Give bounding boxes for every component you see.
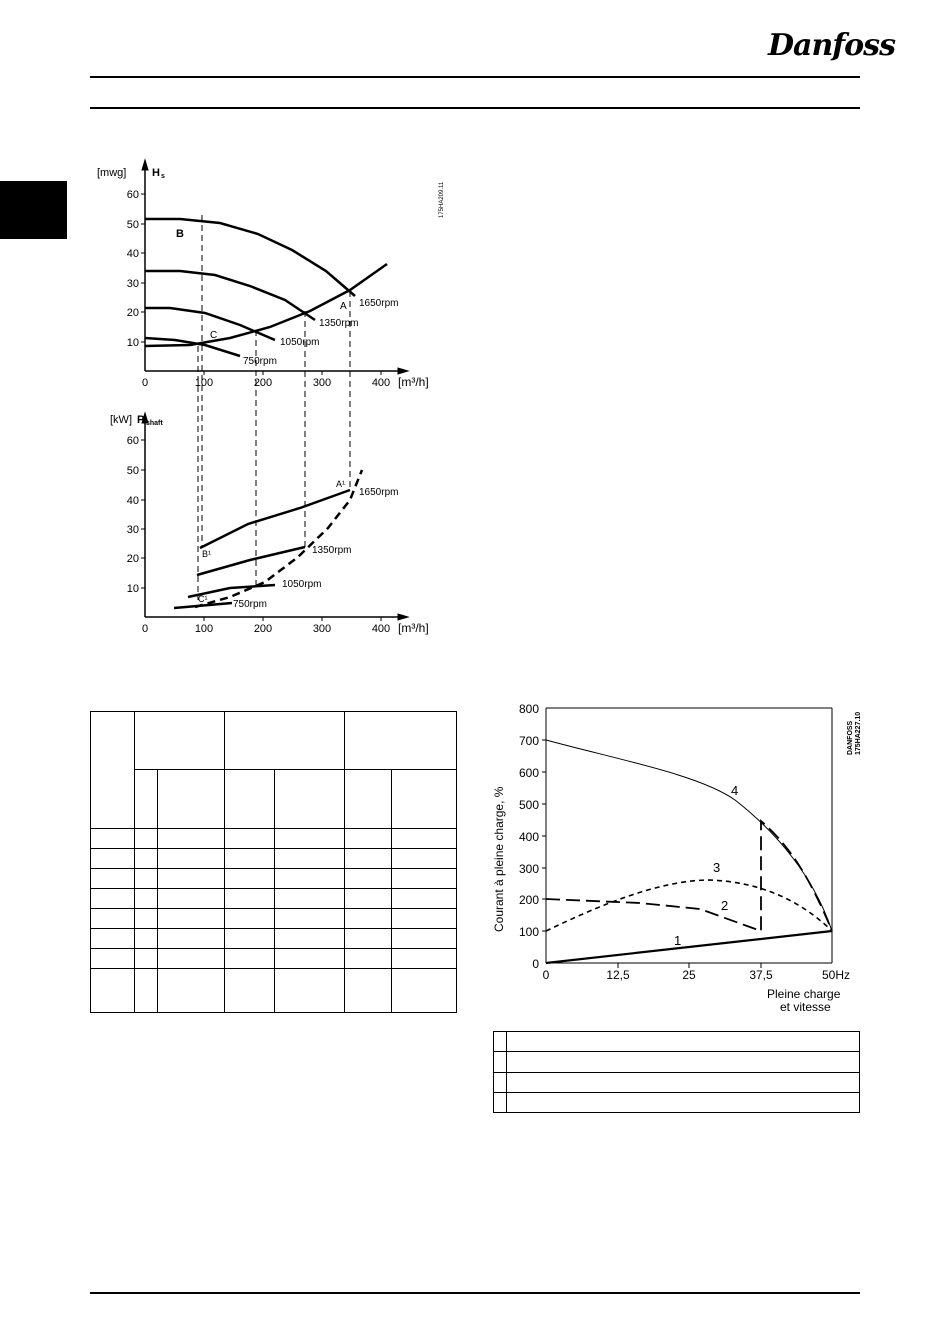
head-y-tick: 40 bbox=[126, 248, 139, 260]
table-row bbox=[91, 929, 457, 949]
point-a: A bbox=[340, 301, 347, 312]
current-doc-id: 175HA227.10 bbox=[855, 711, 862, 755]
speed-label: 750rpm bbox=[243, 356, 277, 367]
head-y-tick: 20 bbox=[126, 307, 139, 319]
speed-label: 1050rpm bbox=[282, 579, 322, 590]
head-x-tick: 100 bbox=[194, 377, 214, 389]
head-y-tick: 50 bbox=[126, 219, 139, 231]
current-x-label: et vitesse bbox=[780, 1000, 831, 1014]
power-chart-labels bbox=[110, 414, 429, 635]
power-x-unit: [m³/h] bbox=[398, 621, 429, 635]
spec-table bbox=[90, 711, 457, 1013]
current-x-tick: 50Hz bbox=[821, 968, 851, 982]
table-row bbox=[91, 969, 457, 1013]
point-c: C bbox=[210, 330, 218, 341]
power-y-tick: 30 bbox=[126, 524, 139, 536]
current-x-tick: 12,5 bbox=[606, 968, 630, 982]
power-y-tick: 60 bbox=[126, 435, 139, 447]
table-row bbox=[91, 889, 457, 909]
current-doc-id: DANFOSS bbox=[847, 720, 854, 755]
current-y-tick: 600 bbox=[518, 766, 539, 780]
power-y-tick: 40 bbox=[126, 495, 139, 507]
current-x-label: Pleine charge bbox=[767, 987, 841, 1001]
current-x-tick: 0 bbox=[542, 968, 550, 982]
head-y-symbol: H bbox=[152, 167, 160, 179]
point-c1: C¹ bbox=[198, 594, 208, 604]
table-row bbox=[494, 1052, 860, 1072]
head-y-tick: 60 bbox=[126, 189, 139, 201]
head-x-unit: [m³/h] bbox=[398, 375, 429, 389]
table-row bbox=[91, 909, 457, 929]
head-chart-labels bbox=[97, 167, 445, 389]
table-row bbox=[91, 849, 457, 869]
current-y-tick: 800 bbox=[518, 702, 539, 716]
current-y-tick: 200 bbox=[518, 893, 539, 907]
point-a1: A¹ bbox=[336, 479, 345, 489]
table-row bbox=[494, 1032, 860, 1052]
curve-label: 2 bbox=[721, 898, 729, 913]
head-y-symbol-sub: s bbox=[161, 173, 165, 180]
power-y-unit: [kW] bbox=[110, 414, 132, 426]
head-x-tick: 400 bbox=[371, 377, 391, 389]
table-row bbox=[91, 869, 457, 889]
head-chart bbox=[141, 160, 408, 600]
point-b: B bbox=[176, 228, 184, 240]
current-y-tick: 0 bbox=[532, 957, 539, 971]
power-y-symbol: P bbox=[137, 414, 145, 426]
head-y-unit: [mwg] bbox=[97, 167, 127, 179]
legend-table bbox=[493, 1031, 860, 1113]
current-y-tick: 300 bbox=[518, 862, 539, 876]
head-x-tick: 300 bbox=[312, 377, 332, 389]
power-y-symbol-sub: shaft bbox=[146, 420, 163, 427]
speed-label: 1650rpm bbox=[359, 487, 399, 498]
speed-label: 1350rpm bbox=[319, 318, 359, 329]
pump-doc-id: 175HA209.11 bbox=[439, 181, 445, 218]
point-b1: B¹ bbox=[202, 549, 211, 559]
power-y-tick: 10 bbox=[126, 583, 139, 595]
current-y-tick: 700 bbox=[518, 734, 539, 748]
current-y-label: Courant à pleine charge, % bbox=[492, 786, 506, 932]
curve-label: 1 bbox=[674, 933, 682, 948]
table-row bbox=[91, 949, 457, 969]
table-row bbox=[494, 1092, 860, 1112]
current-x-tick: 37,5 bbox=[749, 968, 773, 982]
current-chart bbox=[542, 708, 832, 968]
power-chart bbox=[141, 413, 408, 621]
power-x-tick: 0 bbox=[141, 623, 149, 635]
speed-label: 750rpm bbox=[233, 599, 267, 610]
current-y-tick: 400 bbox=[518, 830, 539, 844]
power-y-tick: 50 bbox=[126, 465, 139, 477]
speed-label: 1350rpm bbox=[312, 545, 352, 556]
speed-label: 1050rpm bbox=[280, 337, 320, 348]
current-y-tick: 500 bbox=[518, 798, 539, 812]
table-row bbox=[91, 829, 457, 849]
current-x-tick: 25 bbox=[682, 968, 696, 982]
power-y-tick: 20 bbox=[126, 553, 139, 565]
power-x-tick: 200 bbox=[253, 623, 273, 635]
current-y-tick: 100 bbox=[518, 925, 539, 939]
head-x-tick: 0 bbox=[141, 377, 149, 389]
power-x-tick: 300 bbox=[312, 623, 332, 635]
power-x-tick: 100 bbox=[194, 623, 214, 635]
head-x-tick: 200 bbox=[253, 377, 273, 389]
table-row bbox=[494, 1072, 860, 1092]
head-y-tick: 30 bbox=[126, 278, 139, 290]
danfoss-logo: Danfoss bbox=[768, 28, 895, 63]
speed-label: 1650rpm bbox=[359, 298, 399, 309]
curve-label: 3 bbox=[713, 860, 721, 875]
head-y-tick: 10 bbox=[126, 337, 139, 349]
current-chart-labels bbox=[492, 702, 862, 1014]
power-x-tick: 400 bbox=[371, 623, 391, 635]
curve-label: 4 bbox=[731, 783, 739, 798]
